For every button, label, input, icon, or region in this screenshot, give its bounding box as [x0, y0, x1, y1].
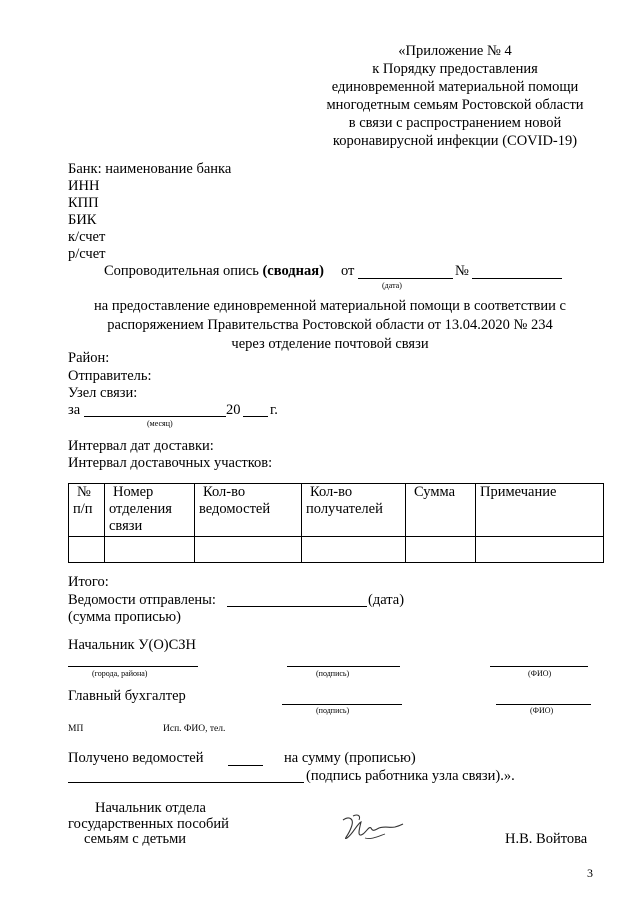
handwritten-signature — [335, 810, 407, 846]
received-count-line — [228, 765, 263, 766]
appendix-line: коронавирусной инфекции (COVID-19) — [332, 133, 578, 149]
bank-name: Банк: наименование банка — [68, 161, 232, 177]
appendix-line: единовременной материальной помощи — [331, 79, 579, 95]
year-prefix: 20 — [226, 402, 241, 418]
sent-date-caption: (дата) — [368, 592, 405, 608]
stamp-place: МП — [68, 724, 84, 734]
month-caption: (месяц) — [147, 419, 173, 428]
appendix-line: в связи с распространением новой — [348, 115, 562, 131]
signoff-line: семьям с детьми — [84, 831, 187, 847]
sent-date-line — [227, 606, 367, 607]
signoff-title-3 — [84, 831, 186, 847]
accountant-sign-line — [282, 704, 402, 705]
sign-caption: (подпись) — [316, 669, 350, 678]
signoff-title — [95, 800, 206, 816]
bank-requisites — [68, 161, 231, 263]
appendix-line: к Порядку предоставления — [372, 61, 538, 77]
fio-line — [490, 666, 588, 667]
city-caption: (города, района) — [92, 669, 148, 678]
col-header-office: Номер отделения связи — [105, 484, 195, 537]
signoff-title-2 — [68, 816, 229, 832]
col-header-note: Примечание — [476, 484, 604, 537]
table-cell — [302, 537, 406, 563]
executor-info: Исп. ФИО, тел. — [163, 724, 226, 734]
sum-words-label: (сумма прописью) — [68, 609, 181, 625]
table-cell — [69, 537, 105, 563]
purpose-text — [60, 297, 600, 354]
signoff-name: Н.В. Войтова — [505, 831, 588, 847]
from-label: от — [341, 263, 355, 279]
received-sign-line — [68, 782, 304, 783]
appendix-line: «Приложение № 4 — [398, 43, 512, 59]
month-line — [84, 416, 226, 417]
appendix-line: многодетным семьям Ростовской области — [326, 97, 584, 113]
registry-table — [68, 483, 604, 563]
col-header-recipients: Кол-во получателей — [302, 484, 406, 537]
date-caption: (дата) — [382, 281, 402, 290]
fio-caption: (ФИО) — [528, 669, 552, 678]
bank-kpp: КПП — [68, 195, 99, 211]
sender-label: Отправитель: — [68, 368, 152, 384]
signoff-line: государственных пособий — [68, 816, 229, 832]
accountant-fio-line — [496, 704, 591, 705]
col-header-number: № п/п — [69, 484, 105, 537]
received-sum-label: на сумму (прописью) — [284, 750, 416, 766]
table-header-row — [69, 484, 604, 537]
col-header-statements: Кол-во ведомостей — [195, 484, 302, 537]
sign-line — [287, 666, 400, 667]
city-line — [68, 666, 198, 667]
accountant-sign-caption: (подпись) — [316, 706, 350, 715]
node-label: Узел связи: — [68, 385, 138, 401]
sections-interval-label: Интервал доставочных участков: — [68, 455, 273, 471]
sent-label: Ведомости отправлены: — [68, 592, 216, 608]
year-line — [243, 416, 268, 417]
table-cell — [406, 537, 476, 563]
purpose-line: распоряжением Правительства Ростовской области от 13.04.2020 № 234 — [107, 317, 553, 333]
purpose-line: на предоставление единовременной материальной помощи в соответствии с — [94, 298, 566, 314]
district-label: Район: — [68, 350, 110, 366]
accountant-fio-caption: (ФИО) — [530, 706, 554, 715]
col-header-sum: Сумма — [406, 484, 476, 537]
received-label: Получено ведомостей — [68, 750, 204, 766]
date-interval-label: Интервал дат доставки: — [68, 438, 214, 454]
table-row — [69, 537, 604, 563]
title-prefix: Сопроводительная опись — [104, 263, 263, 279]
accountant-title: Главный бухгалтер — [68, 688, 186, 704]
bank-rs: р/счет — [68, 246, 106, 262]
document-title — [104, 263, 324, 280]
bank-ks: к/счет — [68, 229, 106, 245]
date-line — [358, 278, 453, 279]
purpose-line: через отделение почтовой связи — [231, 336, 429, 352]
total-label: Итого: — [68, 574, 109, 590]
for-label: за — [68, 402, 81, 418]
table-cell — [105, 537, 195, 563]
table-cell — [195, 537, 302, 563]
received-sign-caption: (подпись работника узла связи).». — [306, 768, 515, 784]
year-suffix: г. — [270, 402, 278, 418]
table-cell — [476, 537, 604, 563]
head-uoszn-title: Начальник У(О)СЗН — [68, 637, 197, 653]
bank-bik: БИК — [68, 212, 97, 228]
page-number: 3 — [587, 866, 593, 880]
number-line — [472, 278, 562, 279]
appendix-header — [300, 42, 610, 150]
number-sign: № — [455, 263, 469, 279]
signoff-line: Начальник отдела — [95, 800, 206, 816]
bank-inn: ИНН — [68, 178, 100, 194]
title-bold: (сводная) — [262, 263, 324, 279]
